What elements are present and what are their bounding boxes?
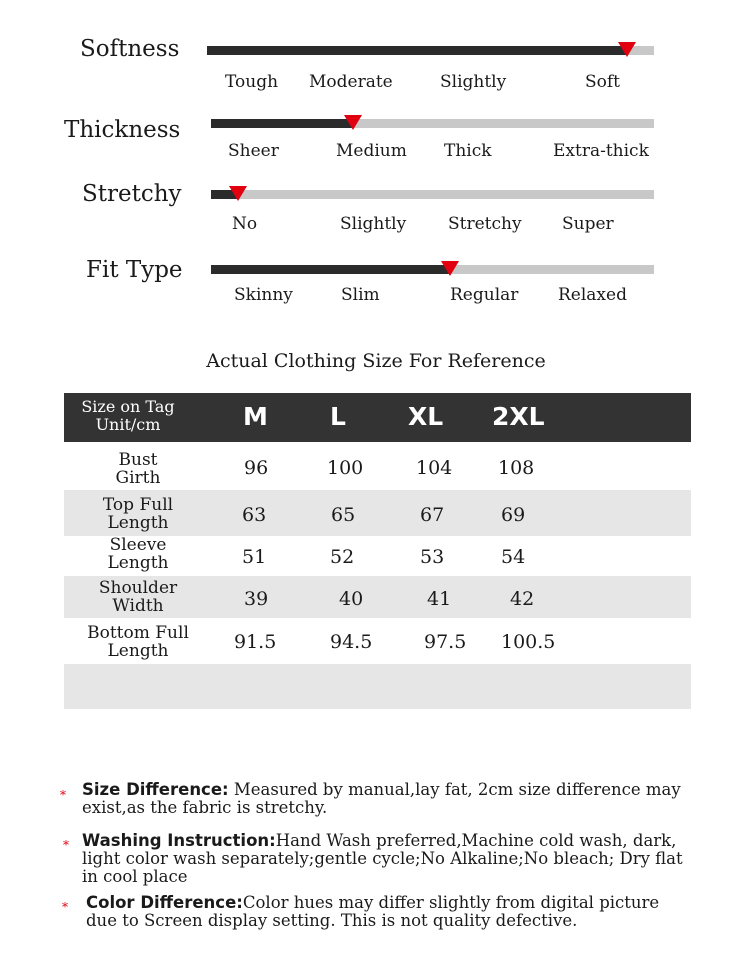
table-cell: 97.5: [424, 631, 467, 653]
scale-marker: [618, 42, 636, 57]
table-cell: 100: [327, 457, 364, 479]
table-cell: 53: [420, 546, 445, 568]
row-label-line: Girth: [115, 468, 161, 488]
table-cell: 96: [244, 457, 269, 479]
scale-marker: [441, 261, 459, 276]
table-cell: 51: [242, 546, 267, 568]
table-cell: 52: [330, 546, 355, 568]
row-label: [64, 624, 212, 660]
scale-option: Slim: [341, 285, 380, 305]
scale-bar: [211, 119, 654, 128]
asterisk-icon: *: [63, 838, 69, 852]
scale-label: Fit Type: [86, 257, 183, 283]
asterisk-icon: *: [60, 788, 66, 802]
note-body: Hand Wash preferred,Machine cold wash, dark, light color wash separately;gentle cycle;No Alkaline;No bleach; Dry flat in cool place: [82, 831, 683, 886]
table-cell: 41: [427, 588, 452, 610]
row-label-line: Width: [112, 596, 164, 616]
scale-option: Relaxed: [558, 285, 627, 305]
table-cell: 63: [242, 504, 267, 526]
note-text: [86, 894, 686, 930]
table-cell: 65: [331, 504, 356, 526]
scale-option: Super: [562, 214, 614, 234]
scale-bar-fill: [207, 46, 627, 55]
scale-bar: [211, 265, 654, 274]
scale-option: Soft: [585, 72, 621, 92]
note-text: [82, 832, 702, 886]
header-label-line: Size on Tag: [81, 397, 175, 416]
row-label-line: Bust: [118, 450, 158, 470]
scale-option: Thick: [444, 141, 492, 161]
note-body: Color hues may differ slightly from digital picture due to Screen display setting. This is not quality defective.: [86, 893, 660, 930]
table-cell: 91.5: [234, 631, 277, 653]
scale-option: Slightly: [340, 214, 407, 234]
note-text: [82, 781, 702, 817]
table-cell: 100.5: [501, 631, 556, 653]
scale-label: Softness: [80, 36, 180, 62]
scale-option: Extra-thick: [553, 141, 649, 161]
note-title: Size Difference:: [82, 780, 229, 799]
table-empty-row: [64, 664, 691, 709]
scale-marker: [229, 186, 247, 201]
table-row: [64, 490, 691, 536]
table-row: [64, 443, 691, 490]
size-column-header: XL: [408, 402, 444, 431]
table-cell: 42: [510, 588, 535, 610]
scale-option: Slightly: [440, 72, 507, 92]
row-label-line: Length: [107, 553, 169, 573]
row-label-line: Shoulder: [98, 578, 178, 598]
size-column-header: M: [243, 402, 268, 431]
size-table-title: Actual Clothing Size For Reference: [206, 350, 546, 372]
size-table-header: [64, 393, 691, 442]
scale-label: Stretchy: [82, 181, 182, 207]
row-label: [64, 536, 212, 572]
table-cell: 54: [501, 546, 526, 568]
note-title: Washing Instruction:: [82, 831, 276, 850]
scale-label: Thickness: [64, 117, 181, 143]
header-label-line: Unit/cm: [95, 415, 161, 434]
scale-option: Sheer: [228, 141, 279, 161]
table-cell: 67: [420, 504, 445, 526]
scale-bar: [207, 46, 654, 55]
scale-bar-fill: [211, 265, 450, 274]
scale-option: Tough: [225, 72, 279, 92]
table-cell: 104: [416, 457, 453, 479]
size-column-header: 2XL: [492, 402, 545, 431]
table-cell: 39: [244, 588, 269, 610]
row-label-line: Length: [107, 641, 169, 661]
table-row: [64, 576, 691, 618]
note-title: Color Difference:: [86, 893, 243, 912]
scale-marker: [344, 115, 362, 130]
table-row: [64, 618, 691, 664]
row-label-line: Bottom Full: [87, 623, 189, 643]
scale-bar: [211, 190, 654, 199]
row-label-line: Length: [107, 513, 169, 533]
row-label: [64, 579, 212, 615]
size-column-header: L: [330, 402, 346, 431]
table-cell: 94.5: [330, 631, 373, 653]
table-row: [64, 536, 691, 576]
size-table-header-label: [64, 398, 192, 434]
table-cell: 40: [339, 588, 364, 610]
table-cell: 69: [501, 504, 526, 526]
scale-bar-fill: [211, 119, 353, 128]
scale-option: Medium: [336, 141, 407, 161]
table-cell: 108: [498, 457, 535, 479]
scale-option: Skinny: [234, 285, 293, 305]
row-label-line: Sleeve: [109, 535, 167, 555]
scale-option: Regular: [450, 285, 519, 305]
row-label: [64, 496, 212, 532]
row-label: [64, 451, 212, 487]
asterisk-icon: *: [62, 900, 68, 914]
row-label-line: Top Full: [102, 495, 174, 515]
scale-option: Moderate: [309, 72, 393, 92]
scale-option: No: [232, 214, 258, 234]
scale-option: Stretchy: [448, 214, 522, 234]
note-body: Measured by manual,lay fat, 2cm size difference may exist,as the fabric is stretchy.: [82, 780, 681, 817]
